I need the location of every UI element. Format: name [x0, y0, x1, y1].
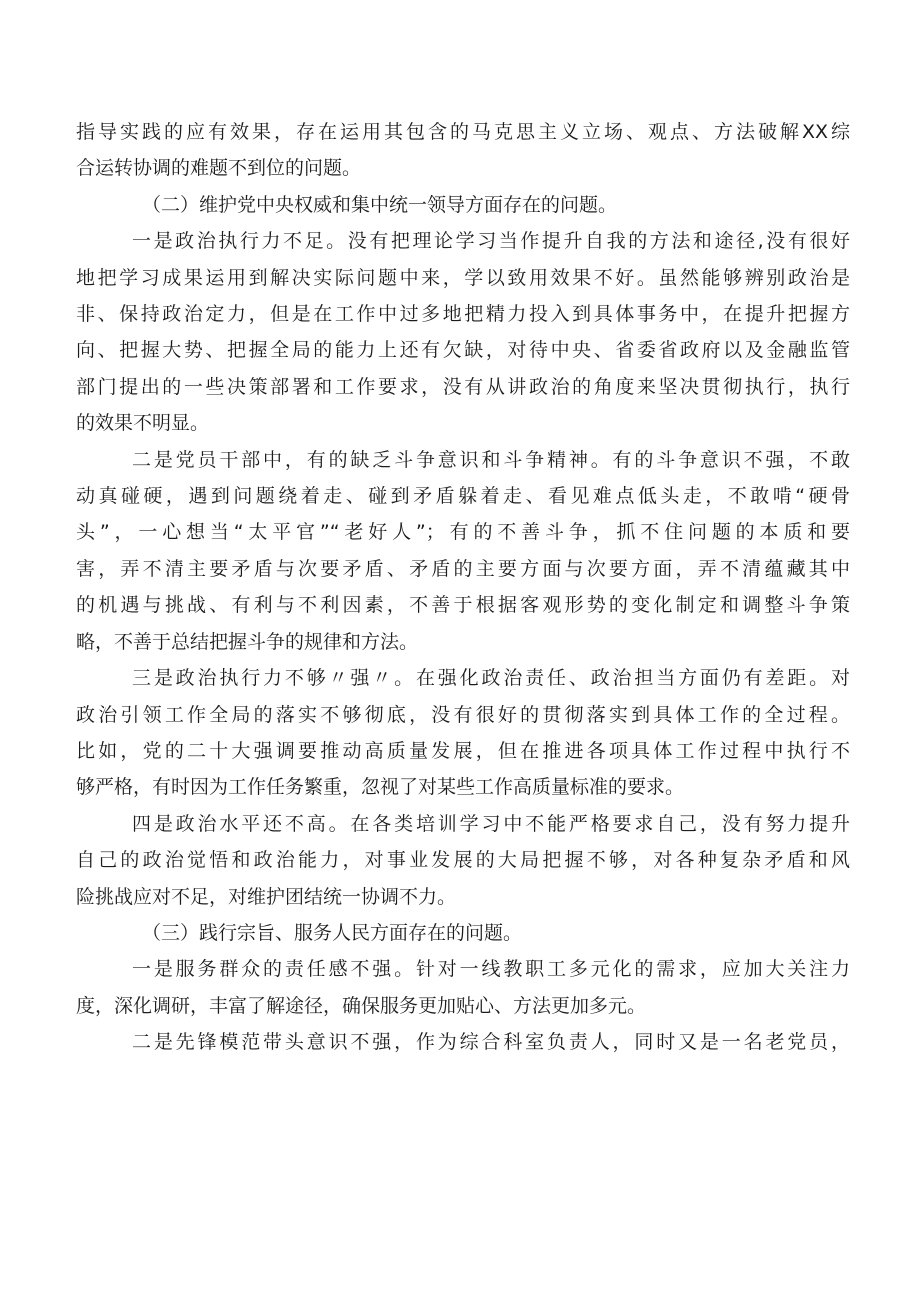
text-line: 非、保持政治定力，但是在工作中过多地把精力投入到具体事务中，在提升把握方	[76, 303, 850, 326]
text-line: 合运转协调的难题不到位的问题。	[76, 157, 362, 180]
text-line: 的效果不明显。	[76, 412, 210, 435]
text-line: 地把学习成果运用到解决实际问题中来，学以致用效果不好。虽然能够辨别政治是	[76, 266, 850, 289]
text-line: 三是政治执行力不够〃强〃。在强化政治责任、政治担当方面仍有差距。对	[132, 667, 850, 690]
text-line: （二）维护党中央权威和集中统一领导方面存在的问题。	[142, 193, 618, 216]
document-body	[76, 114, 850, 1061]
section-heading	[76, 915, 850, 951]
text-line: 度，深化调研，丰富了解途径，确保服务更加贴心、方法更加多元。	[76, 994, 647, 1017]
text-line: （三）践行宗旨、服务人民方面存在的问题。	[142, 921, 523, 944]
body-paragraph	[76, 806, 850, 915]
text-line: 略，不善于总结把握斗争的规律和方法。	[76, 630, 419, 653]
text-line: 头”，一心想当“太平官”“老好人”；有的不善斗争，抓不住问题的本质和要	[76, 521, 850, 544]
text-line: 二是党员干部中，有的缺乏斗争意识和斗争精神。有的斗争意识不强，不敢	[132, 448, 850, 471]
text-line: 政治引领工作全局的落实不够彻底，没有很好的贯彻落实到具体工作的全过程。	[76, 703, 850, 726]
text-line: 一是政治执行力不足。没有把理论学习当作提升自我的方法和途径,没有很好	[132, 230, 850, 253]
text-line: 的机遇与挑战、有利与不利因素，不善于根据客观形势的变化制定和调整斗争策	[76, 594, 850, 617]
body-paragraph	[76, 951, 850, 1024]
text-line: 一是服务群众的责任感不强。针对一线教职工多元化的需求，应加大关注力	[132, 958, 850, 981]
text-line: 比如，党的二十大强调要推动高质量发展，但在推进各项具体工作过程中执行不	[76, 739, 850, 762]
text-line: 指导实践的应有效果，存在运用其包含的马克思主义立场、观点、方法破解XX综	[76, 121, 850, 143]
text-line: 四是政治水平还不高。在各类培训学习中不能严格要求自己，没有努力提升	[132, 812, 850, 835]
text-line: 二是先锋模范带头意识不强，作为综合科室负责人，同时又是一名老党员，	[132, 1031, 850, 1054]
body-paragraph	[76, 1024, 850, 1060]
body-paragraph	[76, 660, 850, 806]
body-paragraph	[76, 442, 850, 660]
text-line: 自己的政治觉悟和政治能力，对事业发展的大局把握不够，对各种复杂矛盾和风	[76, 849, 850, 872]
paragraph-continuation	[76, 114, 850, 187]
body-paragraph	[76, 223, 850, 441]
text-line: 部门提出的一些决策部署和工作要求，没有从讲政治的角度来坚决贯彻执行，执行	[76, 375, 850, 398]
text-line: 向、把握大势、把握全局的能力上还有欠缺，对待中央、省委省政府以及金融监管	[76, 339, 850, 362]
text-line: 险挑战应对不足，对维护团结统一协调不力。	[76, 885, 457, 908]
text-line: 动真碰硬，遇到问题绕着走、碰到矛盾躲着走、看见难点低头走，不敢啃“硬骨	[76, 485, 850, 508]
text-line: 害，弄不清主要矛盾与次要矛盾、矛盾的主要方面与次要方面，弄不清蕴藏其中	[76, 557, 850, 580]
text-line: 够严格，有时因为工作任务繁重，忽视了对某些工作高质量标准的要求。	[76, 776, 685, 799]
section-heading	[76, 187, 850, 223]
